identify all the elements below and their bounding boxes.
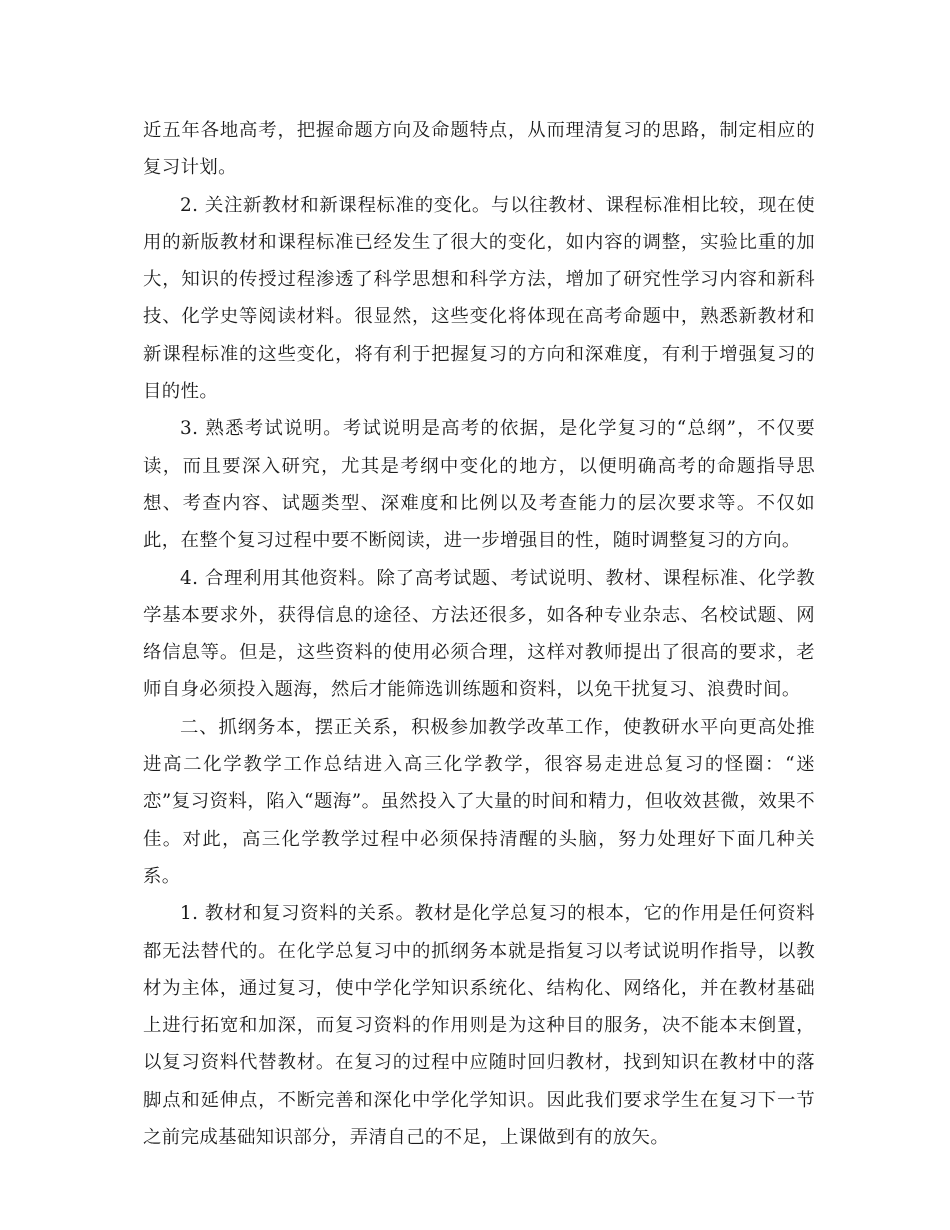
paragraph-3: 3. 熟悉考试说明。考试说明是高考的依据，是化学复习的“总纲”，不仅要读，而且要深入研究，尤其是考纲中变化的地方，以便明确高考的命题指导思想、考查内容、试题类型、深难度和比例以及考查能力的层次要求等。不仅如此，在整个复习过程中要不断阅读，进一步增强目的性，随时调整复习的方向。 (143, 418, 815, 552)
document-body (143, 112, 815, 1156)
paragraph-5: 二、抓纲务本，摆正关系，积极参加教学改革工作，使教研水平向更高处推进高二化学教学工作总结进入高三化学教学，很容易走进总复习的怪圈：“迷恋”复习资料，陷入“题海”。虽然投入了大量的时间和精力，但收效甚微，效果不佳。对此，高三化学教学过程中必须保持清醒的头脑，努力处理好下面几种关系。 (143, 716, 815, 887)
paragraph-2: 2. 关注新教材和新课程标准的变化。与以往教材、课程标准相比较，现在使用的新版教材和课程标准已经发生了很大的变化，如内容的调整，实验比重的加大，知识的传授过程渗透了科学思想和科学方法，增加了研究性学习内容和新科技、化学史等阅读材料。很显然，这些变化将体现在高考命题中，熟悉新教材和新课程标准的这些变化，将有利于把握复习的方向和深难度，有利于增强复习的目的性。 (143, 194, 815, 403)
paragraph-1: 近五年各地高考，把握命题方向及命题特点，从而理清复习的思路，制定相应的复习计划。 (143, 120, 815, 179)
paragraph-6: 1. 教材和复习资料的关系。教材是化学总复习的根本，它的作用是任何资料都无法替代的。在化学总复习中的抓纲务本就是指复习以考试说明作指导，以教材为主体，通过复习，使中学化学知识系统化、结构化、网络化，并在教材基础上进行拓宽和加深，而复习资料的作用则是为这种目的服务，决不能本末倒置，以复习资料代替教材。在复习的过程中应随时回归教材，找到知识在教材中的落脚点和延伸点，不断完善和深化中学化学知识。因此我们要求学生在复习下一节之前完成基础知识部分，弄清自己的不足，上课做到有的放矢。 (143, 903, 815, 1149)
paragraph-4: 4. 合理利用其他资料。除了高考试题、考试说明、教材、课程标准、化学教学基本要求外，获得信息的途径、方法还很多，如各种专业杂志、名校试题、网络信息等。但是，这些资料的使用必须合理，这样对教师提出了很高的要求，老师自身必须投入题海，然后才能筛选训练题和资料，以免干扰复习、浪费时间。 (143, 567, 815, 701)
